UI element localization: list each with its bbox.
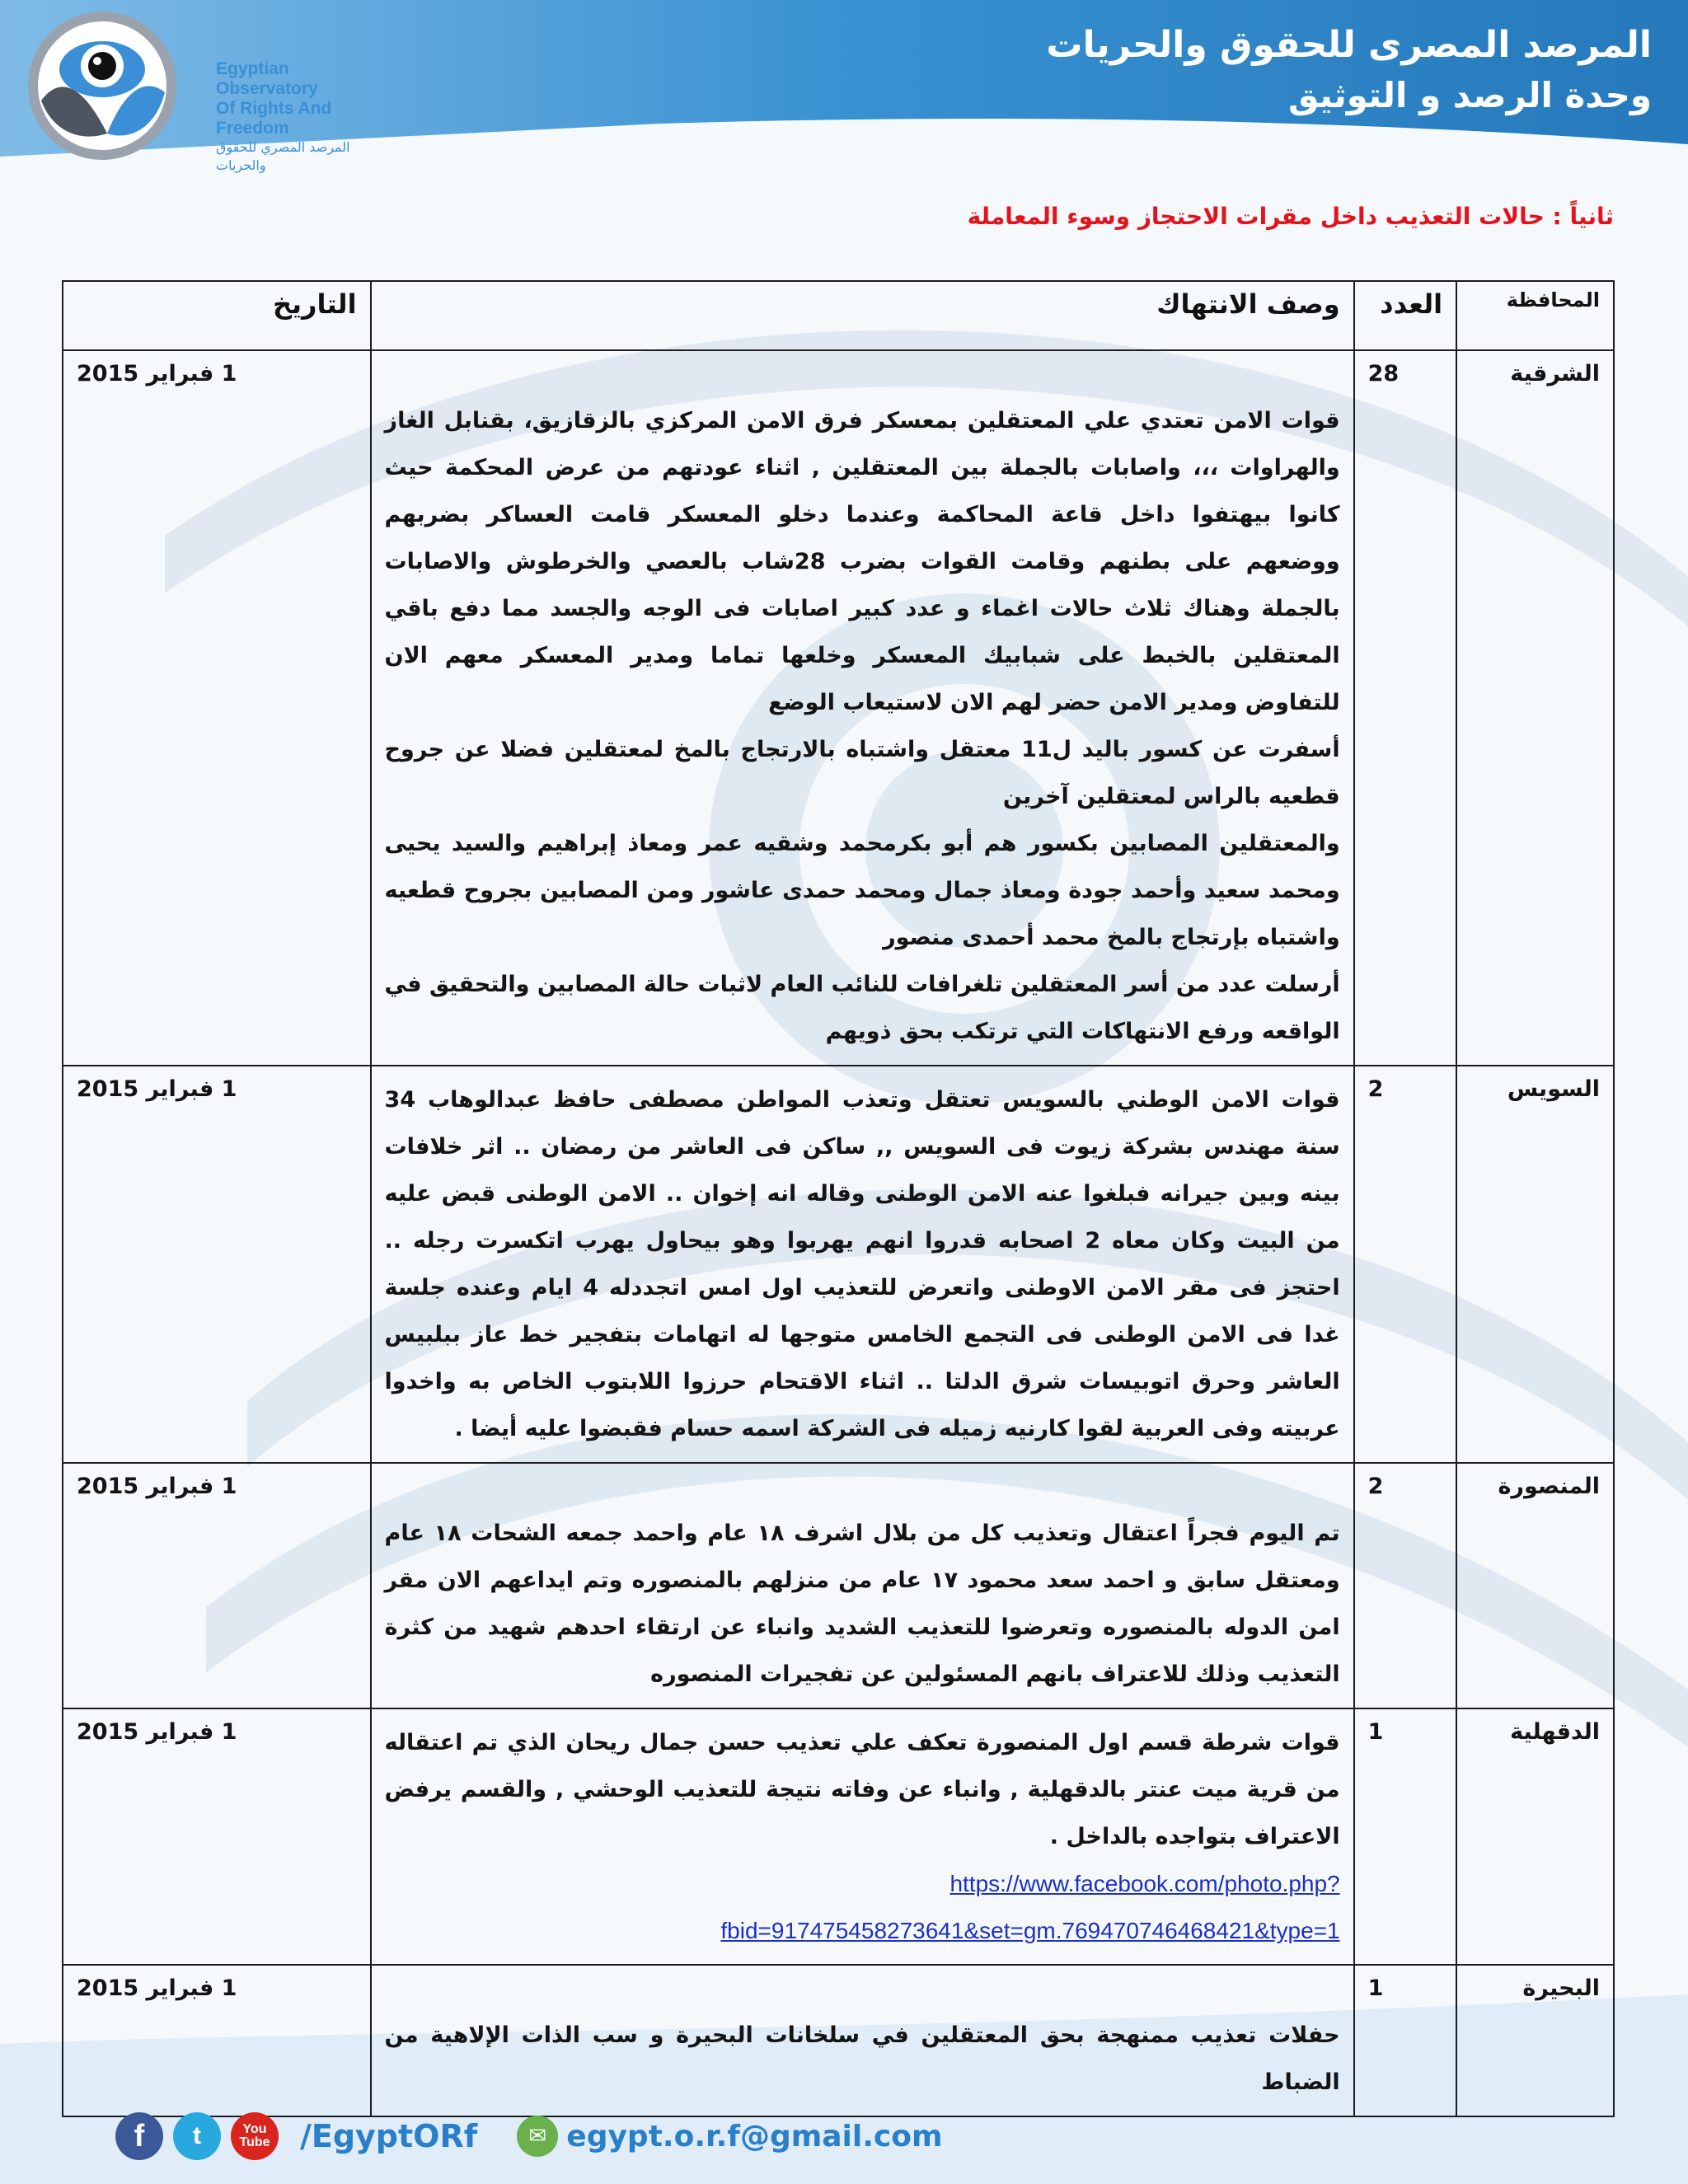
contact-email[interactable]: egypt.o.r.f@gmail.com [566,2119,943,2154]
table-header-row [63,281,1614,350]
unit-name: وحدة الرصد و التوثيق [1288,75,1652,115]
cell-description [371,1463,1354,1708]
facebook-source-link[interactable]: https://www.facebook.com/photo.php?fbid=917475458273641&set=gm.769470746468421&type=1 [720,1871,1340,1943]
cell-count: 2 [1354,1463,1456,1708]
cell-date: 1 فبراير 2015 [63,1066,371,1463]
logo-name-ar: المرصد المصري للحقوق والحريات [216,139,350,173]
violations-table [62,280,1615,2117]
header-date: التاريخ [63,281,371,350]
header-description: وصف الانتهاك [371,281,1354,350]
cell-description [371,1965,1354,2116]
cell-date: 1 فبراير 2015 [63,1708,371,1965]
section-title: ثانياً : حالات التعذيب داخل مقرات الاحتجاز وسوء المعاملة [967,203,1614,230]
logo-name-en-line2: Of Rights And Freedom [216,99,332,138]
cell-governorate: السويس [1456,1066,1614,1463]
cell-description [371,350,1354,1066]
cell-date: 1 فبراير 2015 [63,1965,371,2116]
description-paragraph: أسفرت عن كسور باليد ل11 معتقل واشتباه بالارتجاج بالمخ لمعتقلين فضلا عن جروح قطعيه بالراس لمعتقلين آخرين [384,737,1340,809]
cell-governorate: المنصورة [1456,1463,1614,1708]
social-handle[interactable]: /EgyptORf [300,2118,478,2154]
description-paragraph: حفلات تعذيب ممنهجة بحق المعتقلين في سلخانات البحيرة و سب الذات الإلاهية من الضباط [384,2022,1340,2095]
description-paragraph: تم اليوم فجراً اعتقال وتعذيب كل من بلال اشرف ١٨ عام واحمد جمعه الشحات ١٨ عام ومعتقل سابق و احمد سعد محمود ١٧ عام من منزلهم بالمنصوره وتم ايداعهم الان مقر امن الدوله بالمنصوره وتعرضوا للتعذيب الشديد وانباء عن ارتقاء احدهم شهيد من كثرة التعذيب وذلك للاعتراف بانهم المسئولين عن تفجيرات المنصوره [384,1521,1340,1687]
table-row [63,1965,1614,2116]
description-paragraph: قوات شرطة قسم اول المنصورة تعكف علي تعذيب حسن جمال ريحان الذي تم اعتقاله من قرية ميت عنتر بالدقهلية , وانباء عن وفاته نتيجة للتعذيب الوحشي , والقسم يرفض الاعتراف بتواجده بالداخل . [384,1730,1340,1849]
cell-count: 2 [1354,1066,1456,1463]
cell-description [371,1708,1354,1965]
cell-date: 1 فبراير 2015 [63,1463,371,1708]
cell-governorate: الشرقية [1456,350,1614,1066]
youtube-icon[interactable] [231,2112,279,2160]
description-paragraph: والمعتقلين المصابين بكسور هم أبو بكرمحمد وشقيه عمر ومعاذ إبراهيم والسيد يحيى ومحمد سعيد وأحمد جودة ومعاذ جمال ومحمد حمدى عاشور ومن المصابين بجروح قطعيه واشتباه بإرتجاج بالمخ محمد أحمدى منصور [384,831,1340,950]
youtube-icon-line2: Tube [239,2135,270,2149]
header-title [1046,20,1652,120]
logo-text [216,59,387,175]
cell-governorate: الدقهلية [1456,1708,1614,1965]
table-row [63,1708,1614,1965]
cell-description [371,1066,1354,1463]
header-count: العدد [1354,281,1456,350]
eye-hands-logo-icon [25,10,190,166]
logo-name-en-line1: Egyptian Observatory [216,59,318,98]
cell-count: 1 [1354,1965,1456,2116]
youtube-icon-line1: You [242,2122,267,2136]
cell-date: 1 فبراير 2015 [63,350,371,1066]
footer [115,2110,942,2163]
table-row [63,1066,1614,1463]
cell-count: 28 [1354,350,1456,1066]
twitter-icon[interactable]: t [173,2112,221,2160]
table-row [63,1463,1614,1708]
cell-count: 1 [1354,1708,1456,1965]
description-paragraph: قوات الامن تعتدي علي المعتقلين بمعسكر فرق الامن المركزي بالزقازيق، بقنابل الغاز والهراوات ،،، واصابات بالجملة بين المعتقلين , اثناء عودتهم من عرض المحكمة حيث كانوا بيهتفوا داخل قاعة المحاكمة وعندما دخلو المعسكر قامت العساكر بضربهم ووضعهم على بطنهم وقامت القوات بضرب 28شاب بالعصي والخرطوش والاصابات بالجملة وهناك ثلاث حالات اغماء و عدد كبير اصابات فى الوجه والجسد مما دفع باقي المعتقلين بالخبط على شبابيك المعسكر وخلعها تماما ومدير المعسكر معهم الان للتفاوض ومدير الامن حضر لهم الان لاستيعاب الوضع [384,408,1340,715]
cell-governorate: البحيرة [1456,1965,1614,2116]
description-paragraph: قوات الامن الوطني بالسويس تعتقل وتعذب المواطن مصطفى حافظ عبدالوهاب 34 سنة مهندس بشركة زيوت فى السويس ,, ساكن فى العاشر من رمضان .. اثر خلافات بينه وبين جيرانه فبلغوا عنه الامن الوطنى وقاله انه إخوان .. الامن الوطنى قبض عليه من البيت وكان معاه 2 اصحابه قدروا انهم يهربوا وهو بيحاول يهرب اتكسرت رجله .. احتجز فى مقر الامن الاوطنى واتعرض للتعذيب اول امس اتجددله 4 ايام وعنده جلسة غدا فى الامن الوطنى فى التجمع الخامس متوجها له اتهامات بتفجير خط عاز ببلبيس العاشر وحرق اتوبيسات شرق الدلتا .. اثناء الاقتحام حرزوا اللابتوب الخاص به واخدوا عربيته وفى العربية لقوا كارنيه زميله فى الشركة اسمه حسام فقبضوا عليه أيضا . [384,1087,1340,1441]
email-icon: ✉ [517,2116,558,2157]
table-row [63,350,1614,1066]
header-governorate: المحافظة [1456,281,1614,350]
org-name: المرصد المصرى للحقوق والحريات [1046,24,1652,66]
organization-logo [25,10,387,173]
facebook-icon[interactable]: f [115,2112,163,2160]
description-paragraph: أرسلت عدد من أسر المعتقلين تلغرافات للنائب العام لاثبات حالة المصابين والتحقيق في الواقعه ورفع الانتهاكات التي ترتكب بحق ذويهم [384,972,1340,1044]
